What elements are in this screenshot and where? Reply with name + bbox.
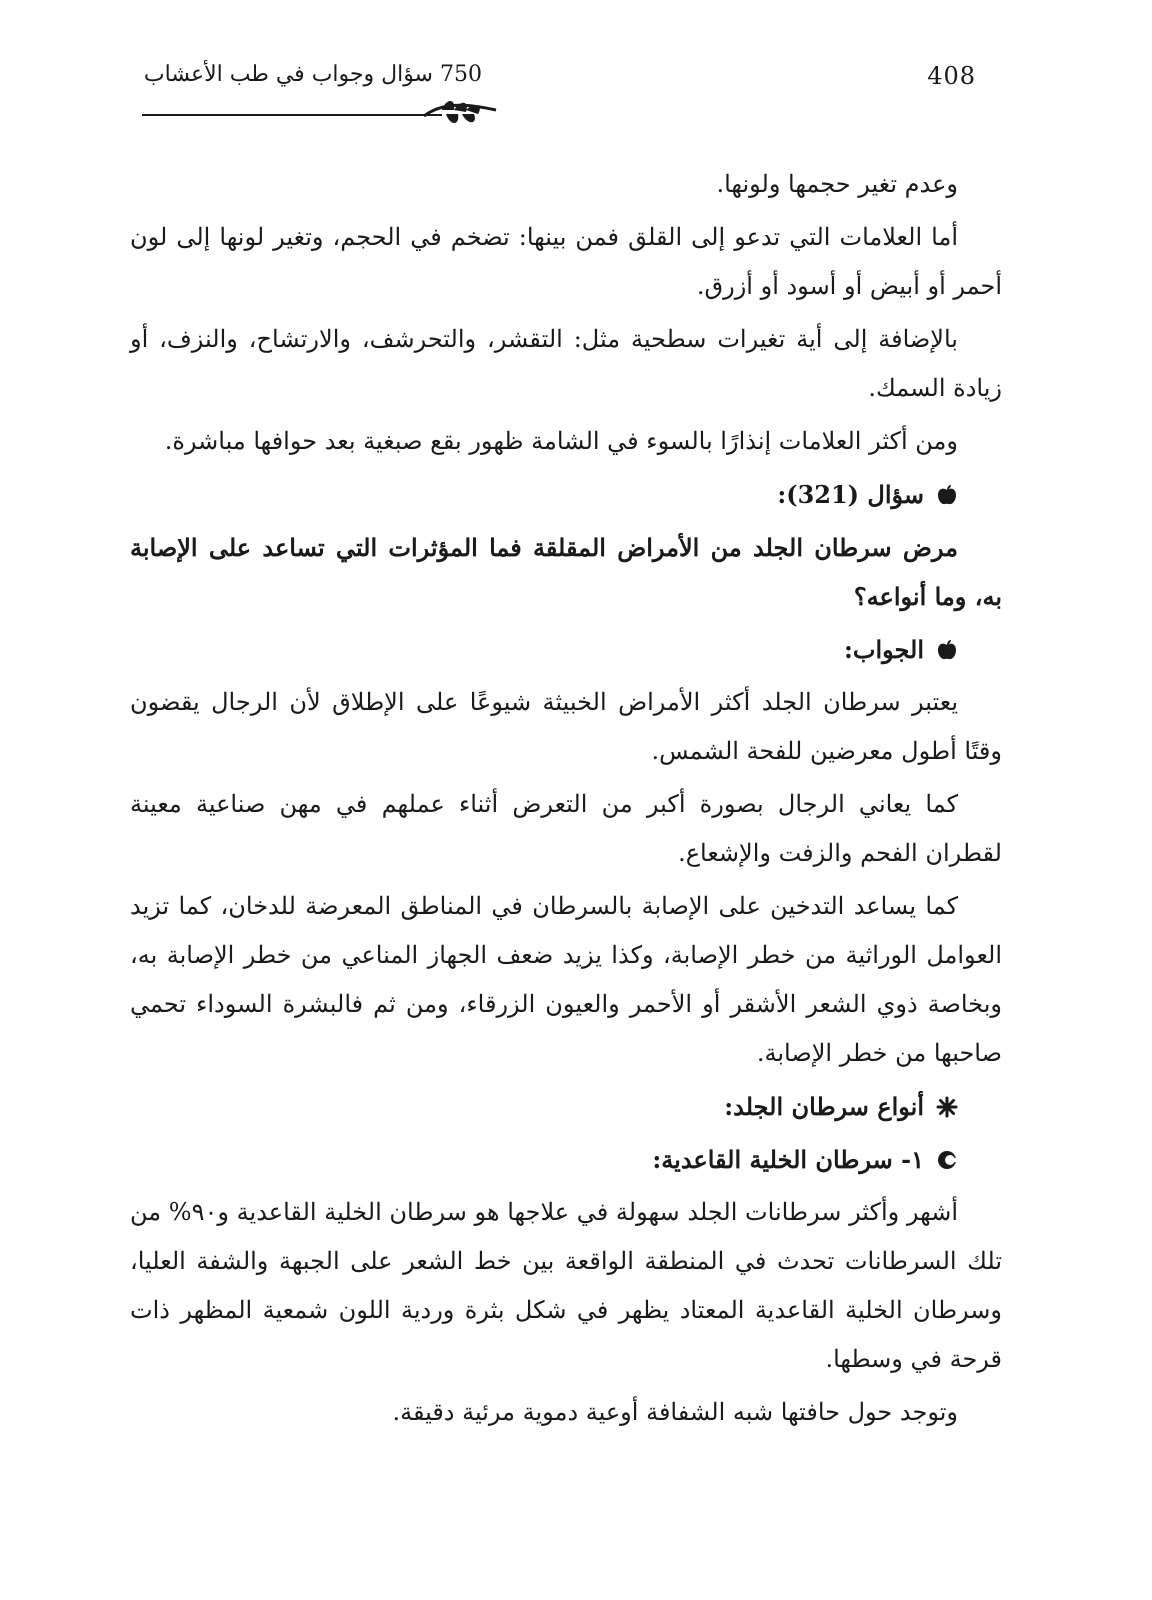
paragraph: يعتبر سرطان الجلد أكثر الأمراض الخبيثة شيوعًا على الإطلاق لأن الرجال يقضون وقتًا أطول معرضين للفحة الشمس. <box>130 688 1002 765</box>
paragraph: أشهر وأكثر سرطانات الجلد سهولة في علاجها هو سرطان الخلية القاعدية و٩٠% من تلك السرطانات تحدث في المنطقة الواقعة بين خط الشعر على الجبهة والشفة العليا، وسرطان الخلية القاعدية المعتاد يظهر في شكل بثرة وردية اللون شمعية المظهر ذات قرحة في وسطها. <box>130 1198 1002 1373</box>
page-number: 408 <box>927 62 976 90</box>
crescent-bullet-icon <box>936 1149 958 1171</box>
paragraph: بالإضافة إلى أية تغيرات سطحية مثل: التقشر، والتحرشف، والارتشاح، والنزف، أو زيادة السمك. <box>130 325 1002 402</box>
paragraph: ومن أكثر العلامات إنذارًا بالسوء في الشامة ظهور بقع صبغية بعد حوافها مباشرة. <box>164 427 958 455</box>
question-text: مرض سرطان الجلد من الأمراض المقلقة فما المؤثرات التي تساعد على الإصابة به، وما أنواعه؟ <box>130 533 1002 611</box>
answer-heading <box>130 625 1002 674</box>
question-label: سؤال (321): <box>777 480 924 509</box>
leaf-ornament-icon <box>420 96 500 132</box>
type1-heading-label: ١- سرطان الخلية القاعدية: <box>652 1145 924 1174</box>
running-header-title: 750 سؤال وجواب في طب الأعشاب <box>143 62 482 87</box>
paragraph: وتوجد حول حافتها شبه الشفافة أوعية دموية مرئية دقيقة. <box>392 1398 958 1426</box>
type1-heading <box>130 1135 1002 1184</box>
types-heading-label: أنواع سرطان الجلد: <box>724 1092 924 1121</box>
question-heading <box>130 470 1002 519</box>
page-body <box>130 160 1002 1441</box>
asterisk-star-icon <box>936 1096 958 1118</box>
types-heading <box>130 1082 1002 1131</box>
apple-bullet-icon <box>936 639 958 661</box>
paragraph: أما العلامات التي تدعو إلى القلق فمن بينها: تضخم في الحجم، وتغير لونها إلى لون أحمر أو أبيض أو أسود أو أزرق. <box>130 223 1002 300</box>
paragraph: وعدم تغير حجمها ولونها. <box>716 170 958 198</box>
header-rule <box>142 114 442 116</box>
answer-label: الجواب: <box>844 635 924 664</box>
apple-bullet-icon <box>936 484 958 506</box>
paragraph: كما يساعد التدخين على الإصابة بالسرطان في المناطق المعرضة للدخان، كما تزيد العوامل الوراثية من خطر الإصابة، وكذا يزيد ضعف الجهاز المناعي من خطر الإصابة به، وبخاصة ذوي الشعر الأشقر أو الأحمر والعيون الزرقاء، ومن ثم فالبشرة السوداء تحمي صاحبها من خطر الإصابة. <box>130 892 1003 1067</box>
paragraph: كما يعاني الرجال بصورة أكبر من التعرض أثناء عملهم في مهن صناعية معينة لقطران الفحم والزفت والإشعاع. <box>130 790 1002 867</box>
